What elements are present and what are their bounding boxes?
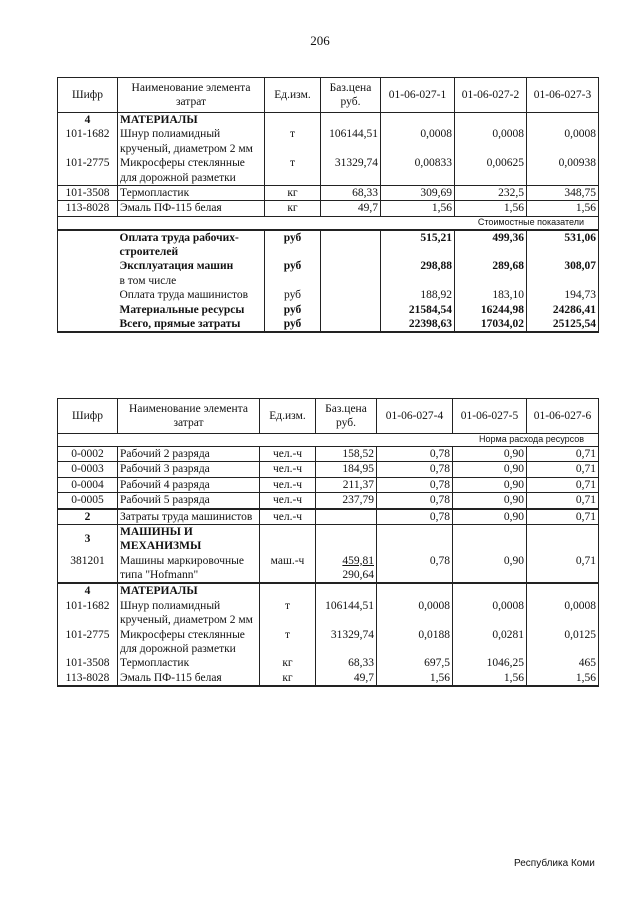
- row-name: Шнур полиамидный крученый, диаметром 2 мм: [118, 599, 260, 628]
- row-price: [316, 509, 377, 525]
- col-header-unit: Ед.изм.: [260, 399, 316, 434]
- row-v2: 1046,25: [453, 656, 527, 670]
- row-v3: 465: [527, 656, 599, 670]
- row-v2: 0,90: [453, 447, 527, 462]
- row-price: 49,7: [316, 671, 377, 686]
- row-v1: 21584,54: [381, 303, 455, 317]
- row-name: Оплата труда рабочих-строителей: [118, 230, 265, 260]
- row-name: Затраты труда машинистов: [118, 509, 260, 525]
- row-name: Рабочий 4 разряда: [118, 477, 260, 492]
- table-row: [58, 477, 599, 492]
- col-header-price: Баз.цена руб.: [321, 78, 381, 113]
- row-unit: т: [265, 156, 321, 185]
- row-unit: [265, 274, 321, 288]
- row-name: Эксплуатация машин: [118, 259, 265, 273]
- col-header-code: Шифр: [58, 399, 118, 434]
- col-header-v1: 01-06-027-4: [377, 399, 453, 434]
- row-price: [321, 303, 381, 317]
- row-v1: 1,56: [381, 201, 455, 216]
- row-v1: 0,78: [377, 554, 453, 584]
- col-header-v2: 01-06-027-2: [455, 78, 527, 113]
- table-row: [58, 274, 599, 288]
- row-v3: [527, 274, 599, 288]
- row-v2: 232,5: [455, 185, 527, 200]
- row-v3: 24286,41: [527, 303, 599, 317]
- row-price: [321, 274, 381, 288]
- row-v3: 0,71: [527, 509, 599, 525]
- row-unit: кг: [260, 671, 316, 686]
- row-price: 158,52: [316, 447, 377, 462]
- table-row: [58, 554, 599, 584]
- row-unit: т: [260, 599, 316, 628]
- table-row: [58, 113, 599, 128]
- row-code: [58, 317, 118, 332]
- row-price: 237,79: [316, 493, 377, 509]
- row-v2: 1,56: [453, 671, 527, 686]
- row-price: [316, 524, 377, 553]
- row-v1: 515,21: [381, 230, 455, 260]
- row-v1: 1,56: [377, 671, 453, 686]
- row-unit: чел.-ч: [260, 509, 316, 525]
- row-v1: 0,78: [377, 447, 453, 462]
- row-name: Эмаль ПФ-115 белая: [118, 671, 260, 686]
- table-row: [58, 447, 599, 462]
- section-label: Стоимостные показатели: [58, 216, 599, 230]
- row-v3: [527, 113, 599, 128]
- row-price: [321, 230, 381, 260]
- row-v1: 0,78: [377, 462, 453, 477]
- row-v1: 0,0008: [381, 127, 455, 156]
- row-price: 184,95: [316, 462, 377, 477]
- row-unit: т: [260, 628, 316, 657]
- row-v1: 0,78: [377, 493, 453, 509]
- row-code: 2: [58, 509, 118, 525]
- row-unit: чел.-ч: [260, 447, 316, 462]
- table-row: [58, 628, 599, 657]
- row-code: [58, 259, 118, 273]
- row-code: [58, 230, 118, 260]
- row-name: Всего, прямые затраты: [118, 317, 265, 332]
- col-header-unit: Ед.изм.: [265, 78, 321, 113]
- row-v1: [377, 583, 453, 598]
- row-v3: 25125,54: [527, 317, 599, 332]
- row-v3: [527, 583, 599, 598]
- row-v2: 183,10: [455, 288, 527, 302]
- row-v1: 0,0008: [377, 599, 453, 628]
- row-price: [321, 259, 381, 273]
- row-code: [58, 303, 118, 317]
- footer-region-label: Республика Коми: [514, 858, 595, 869]
- col-header-v3: 01-06-027-6: [527, 399, 599, 434]
- row-price: 68,33: [316, 656, 377, 670]
- row-unit: руб: [265, 303, 321, 317]
- row-code: 101-3508: [58, 656, 118, 670]
- row-unit: чел.-ч: [260, 462, 316, 477]
- row-v2: 1,56: [455, 201, 527, 216]
- row-unit: кг: [265, 185, 321, 200]
- table-row: [58, 230, 599, 260]
- table-row: [58, 583, 599, 598]
- table-row: [58, 156, 599, 185]
- row-unit: маш.-ч: [260, 554, 316, 584]
- table-row: [58, 317, 599, 332]
- row-v1: 298,88: [381, 259, 455, 273]
- row-v2: [453, 524, 527, 553]
- row-name: Оплата труда машинистов: [118, 288, 265, 302]
- row-v3: 308,07: [527, 259, 599, 273]
- row-unit: руб: [265, 259, 321, 273]
- row-name: Микросферы стеклянные для дорожной разметки: [118, 156, 265, 185]
- table-row: [58, 509, 599, 525]
- row-v2: 0,90: [453, 554, 527, 584]
- row-v3: 348,75: [527, 185, 599, 200]
- row-v3: 0,71: [527, 462, 599, 477]
- row-code: [58, 288, 118, 302]
- row-code: 4: [58, 113, 118, 128]
- row-unit: чел.-ч: [260, 477, 316, 492]
- row-v3: 0,71: [527, 447, 599, 462]
- row-code: 101-1682: [58, 599, 118, 628]
- row-v2: [455, 274, 527, 288]
- row-v3: 531,06: [527, 230, 599, 260]
- col-header-code: Шифр: [58, 78, 118, 113]
- table-row: [58, 288, 599, 302]
- row-v3: 0,00938: [527, 156, 599, 185]
- row-price: [316, 583, 377, 598]
- row-price: 68,33: [321, 185, 381, 200]
- row-v1: [377, 524, 453, 553]
- row-name: МАТЕРИАЛЫ: [118, 583, 260, 598]
- table-row: [58, 185, 599, 200]
- row-code: 0-0003: [58, 462, 118, 477]
- row-code: [58, 274, 118, 288]
- row-code: 113-8028: [58, 671, 118, 686]
- row-price: 31329,74: [316, 628, 377, 657]
- table-header: [58, 78, 599, 113]
- row-price: 106144,51: [316, 599, 377, 628]
- row-code: 101-2775: [58, 628, 118, 657]
- row-price: 106144,51: [321, 127, 381, 156]
- row-v2: [453, 583, 527, 598]
- row-v3: 1,56: [527, 671, 599, 686]
- row-code: 4: [58, 583, 118, 598]
- page-number: 206: [310, 33, 330, 48]
- table-header: [58, 399, 599, 434]
- row-unit: [265, 113, 321, 128]
- table-row: [58, 259, 599, 273]
- row-v1: 188,92: [381, 288, 455, 302]
- row-v1: [381, 274, 455, 288]
- row-v1: 0,78: [377, 509, 453, 525]
- section-label: Норма расхода ресурсов: [58, 434, 599, 447]
- row-name: Микросферы стеклянные для дорожной разметки: [118, 628, 260, 657]
- row-price: 49,7: [321, 201, 381, 216]
- row-unit: [260, 524, 316, 553]
- resource-table-2: [57, 398, 599, 687]
- row-v2: 0,90: [453, 462, 527, 477]
- table-row: [58, 127, 599, 156]
- col-header-v1: 01-06-027-1: [381, 78, 455, 113]
- col-header-v2: 01-06-027-5: [453, 399, 527, 434]
- table-row: [58, 201, 599, 216]
- row-v2: 0,90: [453, 493, 527, 509]
- row-unit: руб: [265, 230, 321, 260]
- row-code: 101-1682: [58, 127, 118, 156]
- row-unit: руб: [265, 317, 321, 332]
- row-name: Шнур полиамидный крученый, диаметром 2 мм: [118, 127, 265, 156]
- row-v2: [455, 113, 527, 128]
- col-header-name: Наименование элемента затрат: [118, 78, 265, 113]
- row-code: 101-3508: [58, 185, 118, 200]
- row-name: Термопластик: [118, 656, 260, 670]
- row-v1: 0,00833: [381, 156, 455, 185]
- row-unit: [260, 583, 316, 598]
- row-name: Машины маркировочные типа "Hofmann": [118, 554, 260, 584]
- row-code: 0-0004: [58, 477, 118, 492]
- row-v3: 0,71: [527, 493, 599, 509]
- table-row: [58, 303, 599, 317]
- row-unit: т: [265, 127, 321, 156]
- row-v3: 0,0008: [527, 127, 599, 156]
- row-price: [321, 317, 381, 332]
- row-code: 0-0002: [58, 447, 118, 462]
- row-price: [321, 113, 381, 128]
- table-row: [58, 493, 599, 509]
- row-v3: 0,71: [527, 554, 599, 584]
- row-v2: 0,00625: [455, 156, 527, 185]
- row-v3: [527, 524, 599, 553]
- row-unit: чел.-ч: [260, 493, 316, 509]
- row-name: Эмаль ПФ-115 белая: [118, 201, 265, 216]
- col-header-name: Наименование элемента затрат: [118, 399, 260, 434]
- table-row: [58, 462, 599, 477]
- row-code: 113-8028: [58, 201, 118, 216]
- row-v2: 499,36: [455, 230, 527, 260]
- resource-table-1: [57, 77, 599, 333]
- row-v2: 0,0281: [453, 628, 527, 657]
- row-v2: 289,68: [455, 259, 527, 273]
- row-v1: [381, 113, 455, 128]
- section-label-row: [58, 434, 599, 447]
- row-v1: 22398,63: [381, 317, 455, 332]
- col-header-price: Баз.цена руб.: [316, 399, 377, 434]
- row-name: в том числе: [118, 274, 265, 288]
- section-label-row: [58, 216, 599, 230]
- row-v2: 17034,02: [455, 317, 527, 332]
- row-v2: 0,0008: [455, 127, 527, 156]
- row-v2: 0,0008: [453, 599, 527, 628]
- row-v1: 697,5: [377, 656, 453, 670]
- row-v3: 194,73: [527, 288, 599, 302]
- row-name: Термопластик: [118, 185, 265, 200]
- row-name: Рабочий 5 разряда: [118, 493, 260, 509]
- row-v3: 0,0125: [527, 628, 599, 657]
- row-name: Рабочий 3 разряда: [118, 462, 260, 477]
- row-unit: кг: [260, 656, 316, 670]
- row-code: 0-0005: [58, 493, 118, 509]
- row-code: 101-2775: [58, 156, 118, 185]
- table-row: [58, 599, 599, 628]
- row-name: Рабочий 2 разряда: [118, 447, 260, 462]
- machine-price: 459,81: [342, 554, 374, 567]
- row-name: МАТЕРИАЛЫ: [118, 113, 265, 128]
- row-v1: 309,69: [381, 185, 455, 200]
- row-unit: кг: [265, 201, 321, 216]
- row-v2: 0,90: [453, 477, 527, 492]
- row-v1: 0,0188: [377, 628, 453, 657]
- table-row: [58, 656, 599, 670]
- row-v3: 0,0008: [527, 599, 599, 628]
- row-unit: руб: [265, 288, 321, 302]
- row-code: 381201: [58, 554, 118, 584]
- table-row: [58, 671, 599, 686]
- row-price: 31329,74: [321, 156, 381, 185]
- table-row: [58, 524, 599, 553]
- row-code: 3: [58, 524, 118, 553]
- col-header-v3: 01-06-027-3: [527, 78, 599, 113]
- row-v2: 0,90: [453, 509, 527, 525]
- row-v2: 16244,98: [455, 303, 527, 317]
- row-price: 211,37: [316, 477, 377, 492]
- row-price: [321, 288, 381, 302]
- row-v3: 1,56: [527, 201, 599, 216]
- row-v3: 0,71: [527, 477, 599, 492]
- row-name: МАШИНЫ И МЕХАНИЗМЫ: [118, 524, 260, 553]
- row-v1: 0,78: [377, 477, 453, 492]
- machinist-price: 290,64: [342, 569, 374, 581]
- row-price: [316, 554, 377, 584]
- row-name: Материальные ресурсы: [118, 303, 265, 317]
